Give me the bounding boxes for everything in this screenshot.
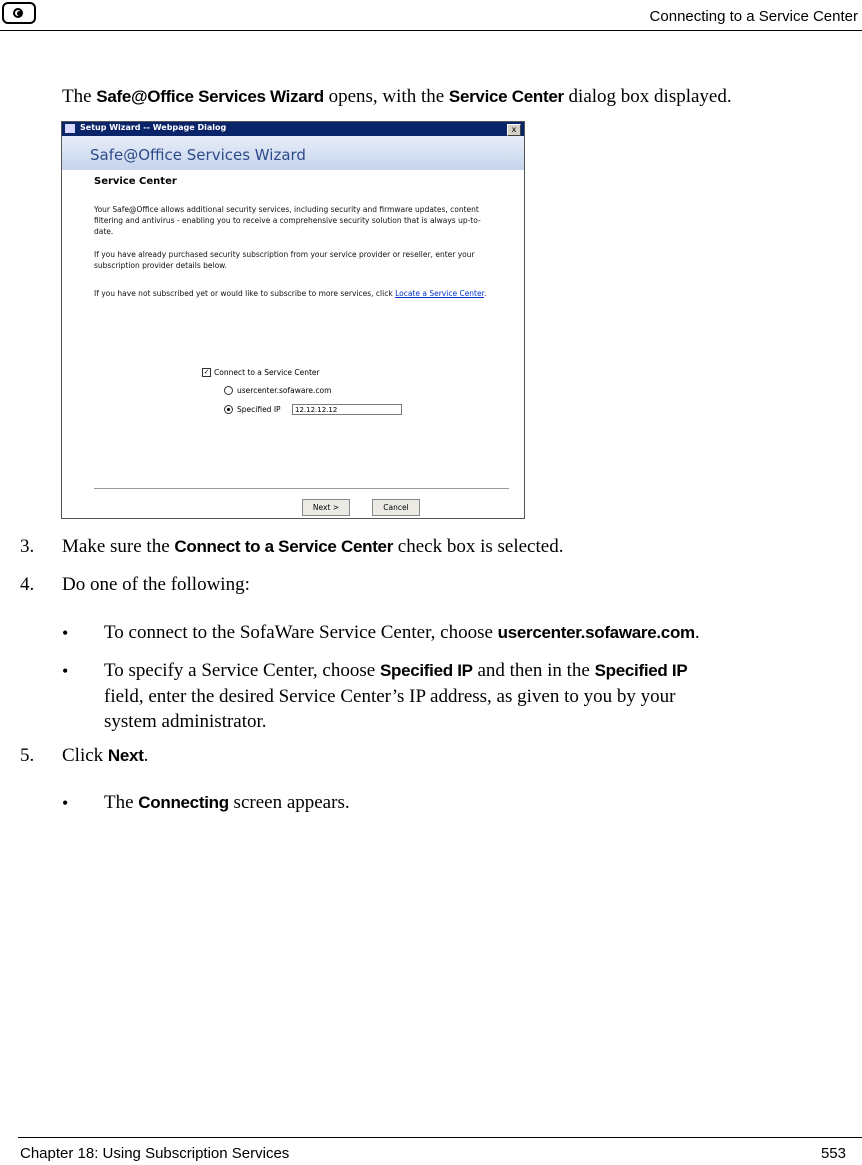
bullet-2-text-line-3: system administrator. — [104, 711, 267, 732]
wizard-banner — [62, 136, 524, 170]
next-button[interactable]: Next > — [302, 499, 350, 516]
specified-ip-radio[interactable] — [224, 405, 233, 414]
dialog-content — [62, 170, 524, 518]
bullet-icon: • — [62, 661, 69, 681]
usercenter-radio[interactable] — [224, 386, 233, 395]
step-3-number: 3. — [20, 536, 35, 557]
connect-service-center-checkbox[interactable]: ✓ — [203, 368, 210, 376]
footer-rule — [18, 1137, 862, 1138]
wizard-banner-title: Safe@Office Services Wizard — [90, 146, 306, 164]
connect-service-center-label: Connect to a Service Center — [214, 368, 320, 377]
window-icon — [65, 124, 75, 133]
step-5-number: 5. — [20, 745, 35, 766]
step-4-text: Do one of the following: — [62, 574, 250, 595]
specified-ip-input[interactable]: 12.12.12.12 — [292, 404, 402, 415]
dialog-window-title: Setup Wizard -- Webpage Dialog — [80, 123, 227, 132]
close-icon[interactable]: x — [507, 124, 521, 136]
dialog-paragraph-2: If you have already purchased security subscription from your service provider or reseller, enter your subscription provider details below. — [94, 250, 475, 270]
page-header-title: Connecting to a Service Center — [649, 8, 858, 25]
bullet-1-text: To connect to the SofaWare Service Center, choose usercenter.sofaware.com. — [104, 622, 700, 643]
specified-ip-radio-label: Specified IP — [237, 405, 281, 414]
step-4-number: 4. — [20, 574, 35, 595]
bullet-2-text-line-2: field, enter the desired Service Center’s IP address, as given to you by your — [104, 686, 676, 707]
footer-chapter: Chapter 18: Using Subscription Services — [20, 1145, 290, 1162]
usercenter-radio-label: usercenter.sofaware.com — [237, 386, 332, 395]
cancel-button[interactable]: Cancel — [372, 499, 420, 516]
dialog-screenshot — [61, 121, 525, 519]
bullet-2-text: To specify a Service Center, choose Specified IP and then in the Specified IP — [104, 660, 688, 681]
step-5-text: Click Next. — [62, 745, 149, 766]
dialog-paragraph-3: If you have not subscribed yet or would like to subscribe to more services, click Locate a Service Center. — [94, 289, 487, 298]
bullet-3-text: The Connecting screen appears. — [104, 792, 350, 813]
dialog-titlebar — [62, 122, 524, 136]
bullet-icon: • — [62, 793, 69, 813]
step-3-text: Make sure the Connect to a Service Center check box is selected. — [62, 536, 564, 557]
logo-icon — [2, 2, 36, 24]
intro-paragraph: The Safe@Office Services Wizard opens, with the Service Center dialog box displayed. — [62, 86, 732, 107]
dialog-paragraph-1: Your Safe@Office allows additional security services, including security and firmware updates, content filtering and antivirus - enabling you to receive a comprehensive security solution that is always up-to-date. — [94, 205, 481, 236]
locate-service-center-link[interactable]: Locate a Service Center — [395, 289, 485, 298]
bullet-icon: • — [62, 623, 69, 643]
header-rule — [0, 30, 862, 31]
page-number: 553 — [820, 1145, 846, 1162]
dialog-heading: Service Center — [94, 176, 177, 187]
dialog-separator — [94, 488, 509, 489]
